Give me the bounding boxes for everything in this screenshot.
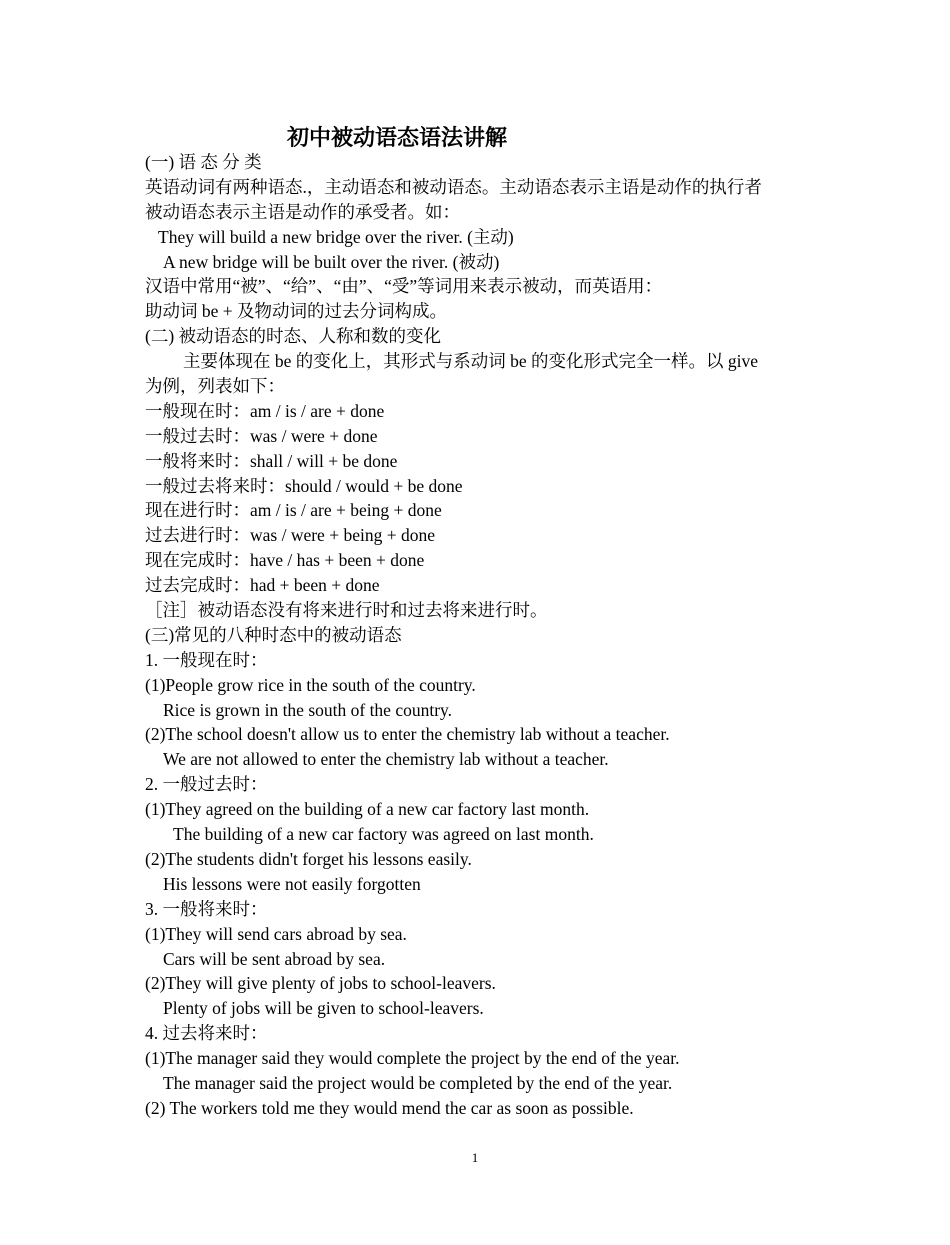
page-number: 1: [471, 1150, 479, 1165]
text-line: 被动语态表示主语是动作的承受者。如：: [145, 201, 460, 222]
text-line: (2) The workers told me they would mend the car as soon as possible.: [145, 1097, 634, 1118]
text-line: 主要体现在 be 的变化上，其形式与系动词 be 的变化形式完全一样。以 give: [183, 351, 759, 372]
text-line: (2)The students didn't forget his lessons easily.: [145, 848, 472, 869]
text-line: His lessons were not easily forgotten: [163, 873, 421, 894]
text-line: 过去完成时：had + been + done: [145, 575, 380, 596]
text-line: 现在进行时：am / is / are + being + done: [145, 500, 442, 521]
text-line: (2)They will give plenty of jobs to school-leavers.: [145, 973, 496, 994]
text-line: 过去进行时：was / were + being + done: [145, 525, 435, 546]
text-line: 1. 一般现在时：: [145, 649, 268, 670]
text-line: 一般将来时：shall / will + be done: [145, 450, 398, 471]
text-line: A new bridge will be built over the river. (被动): [163, 251, 500, 272]
text-line: They will build a new bridge over the river. (主动): [158, 226, 514, 247]
text-line: (三)常见的八种时态中的被动语态: [145, 624, 402, 645]
text-line: (1)People grow rice in the south of the country.: [145, 674, 476, 695]
text-line: 助动词 be + 及物动词的过去分词构成。: [145, 301, 448, 322]
text-line: (1)They agreed on the building of a new car factory last month.: [145, 799, 590, 820]
text-line: 3. 一般将来时：: [145, 898, 268, 919]
text-line: 一般过去时：was / were + done: [145, 425, 378, 446]
text-line: 4. 过去将来时：: [145, 1023, 268, 1044]
text-line: (1)The manager said they would complete the project by the end of the year.: [145, 1048, 680, 1069]
text-line: 为例，列表如下：: [145, 376, 285, 397]
text-line: 一般现在时：am / is / are + done: [145, 400, 385, 421]
text-line: 一般过去将来时：should / would + be done: [145, 475, 463, 496]
text-line: (2)The school doesn't allow us to enter the chemistry lab without a teacher.: [145, 724, 670, 745]
text-line: The manager said the project would be completed by the end of the year.: [163, 1072, 673, 1093]
text-line: Plenty of jobs will be given to school-leavers.: [163, 998, 484, 1019]
text-line: The building of a new car factory was agreed on last month.: [173, 824, 594, 845]
text-line: We are not allowed to enter the chemistry lab without a teacher.: [163, 749, 609, 770]
text-line: (1)They will send cars abroad by sea.: [145, 923, 407, 944]
text-line: (一) 语 态 分 类: [145, 152, 262, 172]
text-line: (二) 被动语态的时态、人称和数的变化: [145, 326, 442, 347]
document-body: [145, 150, 815, 1121]
text-line: Cars will be sent abroad by sea.: [163, 948, 386, 969]
text-line: ［注］被动语态没有将来进行时和过去将来进行时。: [145, 600, 548, 621]
text-line: Rice is grown in the south of the country.: [163, 699, 453, 720]
text-line: 汉语中常用“被”、“给”、“由”、“受”等词用来表示被动，而英语用：: [145, 276, 663, 297]
document-title: 初中被动语态语法讲解: [287, 125, 508, 150]
text-line: 英语动词有两种语态.，主动语态和被动语态。主动语态表示主语是动作的执行者: [145, 176, 762, 197]
text-line: 2. 一般过去时：: [145, 774, 268, 795]
text-line: 现在完成时：have / has + been + done: [145, 550, 425, 571]
